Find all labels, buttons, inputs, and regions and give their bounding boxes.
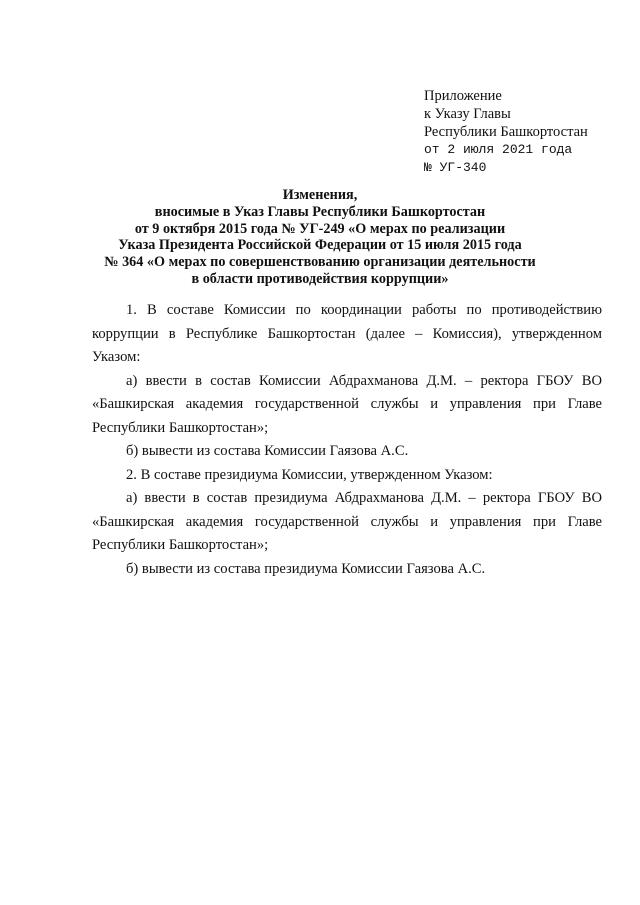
paragraph-4-line-1: 2. В составе президиума Комиссии, утвержденном Указом: [126,466,493,483]
paragraph-3 [92,440,602,464]
paragraph-1-line-2: коррупции в Республике Башкортостан (далее – Комиссия), утвержденном [92,325,602,342]
paragraph-1 [92,299,602,370]
paragraph-5-line-3: Республики Башкортостан»; [92,537,269,553]
document-body [92,299,602,581]
appendix-decree-ref: к Указу Главы [424,106,511,122]
title-line-2: вносимые в Указ Главы Республики Башкортостан [154,203,486,220]
paragraph-2-line-3: Республики Башкортостан»; [92,419,269,436]
title-line-5: № 364 «О мерах по совершенствованию организации деятельности [104,254,536,271]
title-line-1: Изменения, [282,187,358,203]
paragraph-6-line-1: б) вывести из состава президиума Комиссии Гаязова А.С. [126,560,486,577]
paragraph-2-line-2: «Башкирская академия государственной службы и управления при Главе [92,396,602,412]
appendix-header [424,87,588,177]
title-line-4: Указа Президента Российской Федерации от 15 июля 2015 года [118,237,522,254]
appendix-republic: Республики Башкортостан [424,124,588,140]
paragraph-1-line-3: Указом: [92,349,141,365]
title-line-6: в области противодействия коррупции» [191,270,449,287]
paragraph-1-line-1: 1. В составе Комиссии по координации работы по противодействию [126,302,602,318]
paragraph-5-line-1: а) ввести в состав президиума Абдрахманова Д.М. – ректора ГБОУ ВО [126,490,602,506]
paragraph-2-line-1: а) ввести в состав Комиссии Абдрахманова Д.М. – ректора ГБОУ ВО [126,372,602,389]
paragraph-4 [92,464,602,488]
title-line-3: от 9 октября 2015 года № УГ-249 «О мерах по реализации [134,220,506,237]
paragraph-3-line-1: б) вывести из состава Комиссии Гаязова А.С. [126,443,409,459]
paragraph-2 [92,370,602,441]
appendix-label: Приложение [424,88,502,104]
paragraph-5 [92,487,602,558]
paragraph-6 [92,558,602,582]
appendix-date: от 2 июля 2021 года [424,142,573,157]
appendix-number: № УГ-340 [424,160,487,175]
document-title [60,187,580,288]
paragraph-5-line-2: «Башкирская академия государственной службы и управления при Главе [92,513,602,530]
